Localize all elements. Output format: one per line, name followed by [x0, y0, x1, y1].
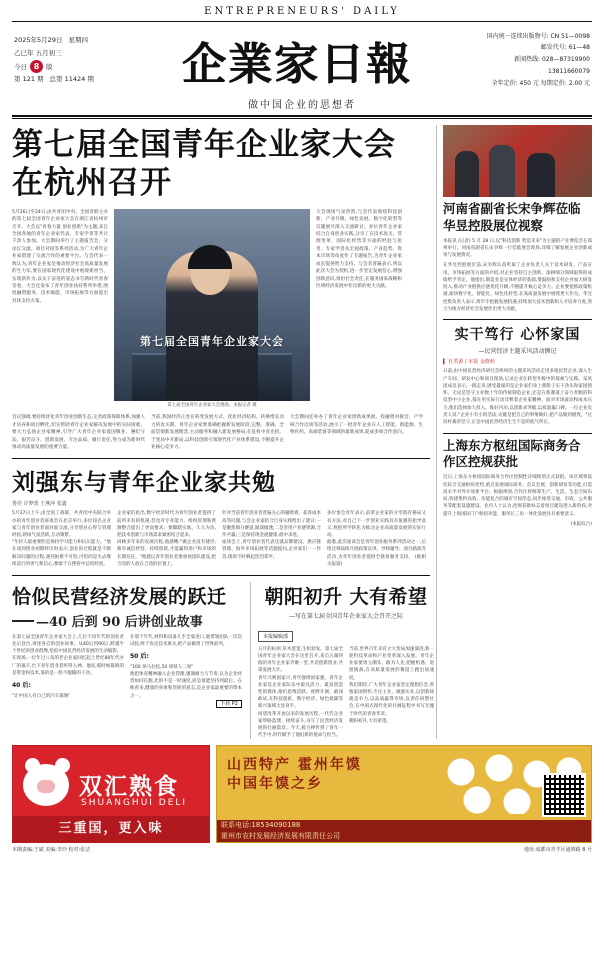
- sidebar-column: [436, 125, 592, 739]
- second-article-body: [12, 510, 430, 568]
- feature-50s-quote: "100 场马拉松,50 场铁人三项": [130, 664, 194, 670]
- lead-col-2: 大会现场气氛热烈,与会代表围绕科技创新、产业升级、绿色发展、数字化转型等议题展开深入交流研讨。多位青年企业家结合自身创业实践,分享了在技术攻关、管理变革、国际化经营等方面的经验与思考。专家学者从宏观政策、产业趋势、资本市场等角度作了专题报告,为青年企业家成长提供智力支持。与会者普遍表示,将以此次大会为契机,进一步坚定发展信心,增强创新意识,勇担社会责任,在服务国家战略和区域经济发展中作出新的更大贡献。: [316, 209, 402, 289]
- cn-number: 国内统一连续出版物号: CN 51—0098: [486, 32, 590, 40]
- today-page-count: 8: [30, 60, 43, 73]
- editorial-para-2: 青年兴则国家兴,青年强则国家强。青年企业家是企业家队伍中最具活力、最富创造性的群体,他们思维活跃、视野开阔、敢闯敢试,在科技创新、数字经济、绿色低碳等新兴领域大显身手。: [258, 675, 343, 710]
- masthead-left-meta: [14, 34, 134, 85]
- paper-slogan: 做中国企业的思想者: [248, 100, 356, 111]
- lead-col-4: 当前,我国经济正处在转变发展方式、优化经济结构、转换增长动力的攻关期。青年企业家要准确把握新发展阶段,完整、准确、全面贯彻新发展理念,主动服务和融入新发展格局,在危机中育先机、于变局中开新局,以科技创新引领现代化产业体系建设,不断提升企业核心竞争力。: [151, 415, 284, 450]
- second-para-6: 座谈会上,青年创业者代表还就品牌建设、供应链管理、海外市场拓展等话题提问,企业家们一一作答,现场不时响起热烈掌声。: [222, 540, 321, 560]
- sidebar-news3-sign: (本报综合): [570, 522, 592, 527]
- editorial-para-3: 回望改革开放以来的发展历程,一代代企业家筚路蓝缕、接续奋斗,书写了民营经济发展的壮丽篇章。今天,接力棒传到了青年一代手中,时代赋予了他们新的使命与担当。: [258, 711, 343, 739]
- today-unit: 版: [46, 62, 53, 71]
- lead-headline-line2: 在杭州召开: [12, 164, 172, 201]
- lead-headline-line1: 第七届全国青年企业家大会: [12, 127, 396, 163]
- feature-50s-body: 他把体育精神融入企业管理,强调耐力与节奏,认为企业经营如同长跑,比的不是一时速度,而是谁能坚持到最后。在他看来,健康的身体和坚韧的意志,是企业家最重要的资本之一。: [130, 672, 242, 699]
- ad-shuanghui-band: [13, 816, 209, 842]
- page-footer: [0, 843, 604, 853]
- photo-overlay-text: 第七届全国青年企业家大会: [140, 334, 284, 348]
- qr-code-icon[interactable]: [542, 773, 586, 817]
- lead-headline: [12, 127, 430, 203]
- ad-shuanghui[interactable]: [12, 745, 210, 843]
- issue-date: 2025年5月29日: [14, 36, 63, 45]
- lead-photo-caption: 第七届全国青年企业家大会现场。本报记者 摄: [167, 402, 257, 408]
- english-banner: ENTREPRENEURS' DAILY: [204, 6, 400, 17]
- pig-mascot-icon: [23, 764, 69, 806]
- feature-left-subhead-text: —40 后到 90 后讲创业故事: [36, 614, 203, 630]
- lead-photo-wrap: [114, 209, 310, 410]
- lead-col-5: 大会期间还举办了青年企业家创新成果展、投融资对接会、产学研合作洽谈等活动,展示了一批青年企业在人工智能、新能源、生物医药、高端装备等领域的最新成果,促成多项合作意向。: [290, 415, 423, 436]
- feature-left-subhead: [12, 611, 242, 630]
- ad-huozhou[interactable]: [216, 745, 592, 843]
- section-divider-2: [12, 575, 430, 576]
- photo-figure-2: [489, 145, 515, 197]
- second-para-7: 多位参会青年表示,前辈企业家的分享既有格局又有方法,对自己下一步创业实践具有很强的指导意义,将把所学转化为推动企业高质量发展的实际行动。: [327, 511, 426, 538]
- ad-huozhou-line1: 山西特产 霍州年馍: [227, 757, 362, 774]
- photo-figure-1: [455, 151, 479, 197]
- sidebar-news2-byline: ▍ 杜笑源 / 本报 金晓莉: [443, 359, 495, 366]
- editorial-para-1: 五月的杭州,草木葱茏,生机勃发。第七届全国青年企业家大会在这里召开,来自五湖四海的青年企业家齐聚一堂,共话创新创业,共谋发展大计。: [258, 646, 343, 674]
- issue-number: 第 121 期: [14, 75, 44, 84]
- paper-title: 企業家日報: [182, 39, 412, 90]
- second-byline: 鲁佳 许梦蕾 王燕萍 张鑫: [12, 501, 67, 508]
- second-para-1: 5月27日上午,由全国工商联、共青团中央联合举办的青年创业者座谈会在北京举行,多位知名企业家与青年创业者面对面交流,分享创业心得与管理经验,现场气氛活跃,互动频繁。: [12, 511, 111, 538]
- issue-lunar: 乙巳年 五月初三: [14, 48, 62, 57]
- feature-40s-body: 在那个年代,材料和设备几乎全靠进口,他带领团队一次次试验,终于攻克技术难关,把产品做到了世界前列。: [130, 634, 242, 648]
- feature-left-intro: 在第七届全国青年企业家大会上,几位不同年代的创业者先后登台,讲述各自的创业故事。从40后到90后,跨越半个世纪的创业群像,恰似中国民营经济发展的生动缩影。: [12, 634, 124, 655]
- post-code: 邮发代号: 61—48: [540, 44, 590, 52]
- ad-shuanghui-brand-en: SHUANGHUI DELI: [81, 798, 188, 809]
- news-hotline: 新闻热线: 028—87319900: [514, 56, 590, 64]
- second-para-3: 企业家们指出,数字经济时代为青年创业者提供了前所未有的机遇,但也对专业能力、组织管理和资源整合提出了更高要求。要脚踏实地、久久为功,把技术创新与市场需求紧密结合起来。: [117, 511, 216, 538]
- ad-shuanghui-slogan: 三重国，更入味: [58, 821, 164, 837]
- lead-col-1: 5月26日至24日,由共青团中央、全国青联主办的第七届全国青年企业家大会在浙江省杭州市召开。大会以"青春力量 创业创新"为主题,来自全国各地的青年企业家代表、专家学者等共计千余人参加。大会期间举行了主题报告会、分论坛交流、项目对接等系列活动,为广大青年企业家搭建了交流合作的重要平台。与会代表一致认为,青年企业家是推动经济社会高质量发展的生力军,要在国家现代化建设中展现新担当、实现新作为,以实干奋进的姿态书写新时代青春答卷。大会还发布了青年创业扶持系列举措,围绕融资服务、技术赋能、市场拓展等方面提出具体支持方案。: [12, 209, 108, 304]
- second-col-3: [222, 510, 321, 568]
- footer-address: 地址:成都市青羊区通锦路 8 号: [523, 847, 592, 854]
- feature-left-headline: 恰似民营经济发展的跃迁: [12, 585, 227, 608]
- feature-40s-title: 40 后:: [12, 682, 31, 690]
- price-info: 全年定价: 450 元 每期定价: 2.00 元: [491, 79, 590, 87]
- em-dash: [12, 620, 34, 622]
- footer-credits: 本期责编:王斌 美编:李玲 校对:张洁: [12, 847, 91, 854]
- lead-col-3: 会议强调,要持续优化青年创业创新生态,完善政策保障体系,加强人才培养和项目孵化,切实帮助青年企业家解决发展中的实际困难。要大力弘扬企业家精神,引导广大青年企业家爱国敬业、遵纪守法、艰苦奋斗、创新发展、专注品质、履行责任,努力成为新时代推动高质量发展的重要力量。: [12, 415, 146, 450]
- ad-huozhou-contact-bar: [217, 820, 591, 842]
- feature-40s-quote: "让中国人有自己的汽车玻璃": [12, 693, 71, 699]
- second-col-2: [117, 510, 216, 568]
- lead-photo: [114, 209, 310, 401]
- sidebar-divider-2: [443, 433, 592, 434]
- editorial-para-4: 当前,世界百年未有之大变局加速演进,新一轮科技革命和产业变革深入发展。青年企业家要勇立潮头、敢为人先,把握机遇、迎接挑战,在高质量发展的赛道上跑出加速度。: [349, 646, 434, 681]
- second-para-2: "年轻人最重要的是保持学习能力和抗压能力。"他在谈到创业初期经历时表示,创业的过程就是不断解决问题的过程,遇到困难不可怕,可怕的是失去继续前行的勇气和信心,要敢于在挫折中总结经验。: [12, 540, 111, 567]
- page-body: [0, 119, 604, 739]
- sidebar-news3-body: 近日,上海东方枢纽国际商务合作区控制性详细规划正式获批。该区域将依托综合交通枢纽优势,重点发展国际商务、会议会展、创新研发等功能,打造高水平对外开放新平台。根据规划,合作区将统筹生产、生活、生态空间布局,构建集约高效、功能复合的城市空间形态,同步推进交通、市政、公共服务等配套设施建设。业内人士认为,控规获批标志着项目建设进入新阶段,对提升上海国际门户枢纽功能、服务长三角一体化发展具有重要意义。: [443, 475, 592, 517]
- photo-speaker-hair: [188, 245, 232, 269]
- ad-huozhou-company: 霍州市农村发展经济发展有限责任公司: [221, 832, 340, 841]
- feature-right-cols: [258, 646, 434, 739]
- advertisement-row: [0, 739, 604, 843]
- sidebar-news1-lead: 本报讯 (记者) 5 月 28 日,以"科技创新 智造未来"为主题的产业博览会在郑州举行。河南省副省长宋争辉一行莅临展会现场,详细了解参展企业创新成果与发展情况。: [443, 238, 592, 259]
- today-label: 今日: [14, 62, 27, 71]
- sidebar-news2-title: 实干笃行 心怀家国: [454, 327, 581, 344]
- feature-section: [12, 582, 434, 739]
- feature-left-col-2: [130, 634, 242, 708]
- masthead: [0, 22, 604, 94]
- feature-right-subhead: —写在第七届全国青年企业家大会召开之际: [288, 612, 403, 620]
- continue-link[interactable]: [130, 700, 242, 708]
- second-col-4: [327, 510, 426, 568]
- feature-left: [12, 582, 242, 739]
- divider-thick: [12, 115, 592, 117]
- issue-weekday: 星期四: [68, 36, 88, 45]
- second-para-5: 针对当前青年创业者普遍关心的融资难、获客成本高等问题,与会企业家结合自身实践给出了建议:一是聚焦细分赛道,做深做透;二是善用产业链资源,合作共赢;三是保持现金流健康,稳中求进。: [222, 511, 321, 538]
- sidebar-news2-body: 日前,由中国民营经济研究会组织的主题采风活动走进多地民营企业,深入生产车间、研发中心和项目现场,记录企业在转型升级中的探索与实践。采风团成员表示,一路走来,感受最深的是企业家们身上那股子实干劲头和家国情怀。无论是坚守主业数十年的传统制造企业,还是在新赛道上奋力奔跑的科技型中小企业,都在用实际行动诠释着企业家精神。面对市场波动和成本压力,他们选择加大投入、练好内功,以创新求突破,以质量赢口碑。一位企业负责人说:"企业小有小的活法,关键是把自己的事情做好,把产品做到极致。"这份朴素的坚守,正是中国民营经济生生不息的底气所在。: [443, 369, 592, 426]
- sidebar-news1-body: 在华昱控股展位前,宋争辉认真听取了企业负责人关于技术研发、产品应用、市场拓展等方面的介绍,对企业坚持自主创新、深耕细分领域取得的成绩给予肯定。他指出,制造业是实体经济的基础,要鼓励和支持企业加大研发投入,推动产业链供应链优化升级,不断提升核心竞争力。企业要抢抓政策机遇,加快数字化、智能化、绿色化转型,在高质量发展中展现更大作为。华昱控股负责人表示,将牢牢把握发展机遇,持续加大技术创新和人才培养力度,努力为地方经济社会发展作出更大贡献。: [443, 263, 592, 313]
- masthead-right-meta: [460, 31, 590, 89]
- lead-article-top: [12, 209, 430, 410]
- sidebar-photo: [443, 125, 592, 197]
- feature-50s-title: 50 后:: [130, 653, 149, 661]
- editorial-para-6: 朝阳初升,大有希望。: [349, 718, 391, 724]
- main-column: [12, 125, 434, 739]
- second-col-1: [12, 510, 111, 568]
- editorial-label: 本报编辑部: [258, 631, 293, 642]
- lead-article-bottom: [12, 414, 430, 451]
- feature-left-cols: [12, 634, 242, 708]
- ad-huozhou-line2: 中国年馍之乡: [227, 776, 323, 793]
- sidebar-divider-1: [443, 319, 592, 320]
- feature-right-col-2: [349, 646, 434, 739]
- second-para-4: 回顾多年来的发展历程,他感慨:"做企业没有捷径,唯有诚信经营、持续创新,才能赢得用户和市场的长期信任。"他建议青年创业者要重视团队建设,把合适的人放在合适的位置上。: [117, 540, 216, 567]
- section-divider-1: [12, 458, 430, 459]
- feature-right-headline: 朝阳初升 大有希望: [264, 585, 428, 608]
- editorial-para-5: 我们期待,广大青年企业家坚定理想信念,厚植家国情怀,专注主业、做强实业,以创新铸就竞争力,以品质赢得市场,以责任回馈社会,在中国式现代化的壮阔征程中书写无愧于时代的青春华章。: [349, 682, 434, 717]
- ad-shuanghui-brand: 双汇熟食: [79, 773, 179, 801]
- continue-link-text: 下转 P2: [216, 700, 242, 708]
- second-headline: 刘强东与青年企业家共勉: [12, 469, 276, 497]
- sidebar-news1-headline: 河南省副省长宋争辉莅临华昱控股展位视察: [443, 201, 581, 233]
- feature-left-col-1: [12, 634, 124, 708]
- feature-right-col-1: [258, 646, 343, 739]
- news-hotline-2: 13811660079: [548, 67, 590, 75]
- feature-right: [250, 582, 434, 739]
- second-para-8: 据悉,此次座谈会是青年创业服务系列活动之一,后续还将陆续开展政策宣讲、导师辅导、项目路演等活动,为青年创业者提供全链条服务支持。 (据相关报道): [327, 540, 426, 567]
- sidebar-news3-title: 上海东方枢纽国际商务合作区控规获批: [443, 437, 581, 470]
- feature-left-p1: 在现场,一位年过八旬的老企业家回忆起上世纪80年代办厂的艰辛,台下青年创业者听得入神。他说,那时候最缺的是资金和技术,靠的是一股不服输的干劲。: [12, 656, 124, 676]
- photo-figure-3: [527, 153, 555, 197]
- ad-huozhou-phone: 联系电话:18534090188: [221, 821, 301, 830]
- issue-total: 总第 11424 期: [49, 75, 94, 84]
- sidebar-news2-subtitle: —民营经济主题采风活动侧记: [478, 348, 557, 356]
